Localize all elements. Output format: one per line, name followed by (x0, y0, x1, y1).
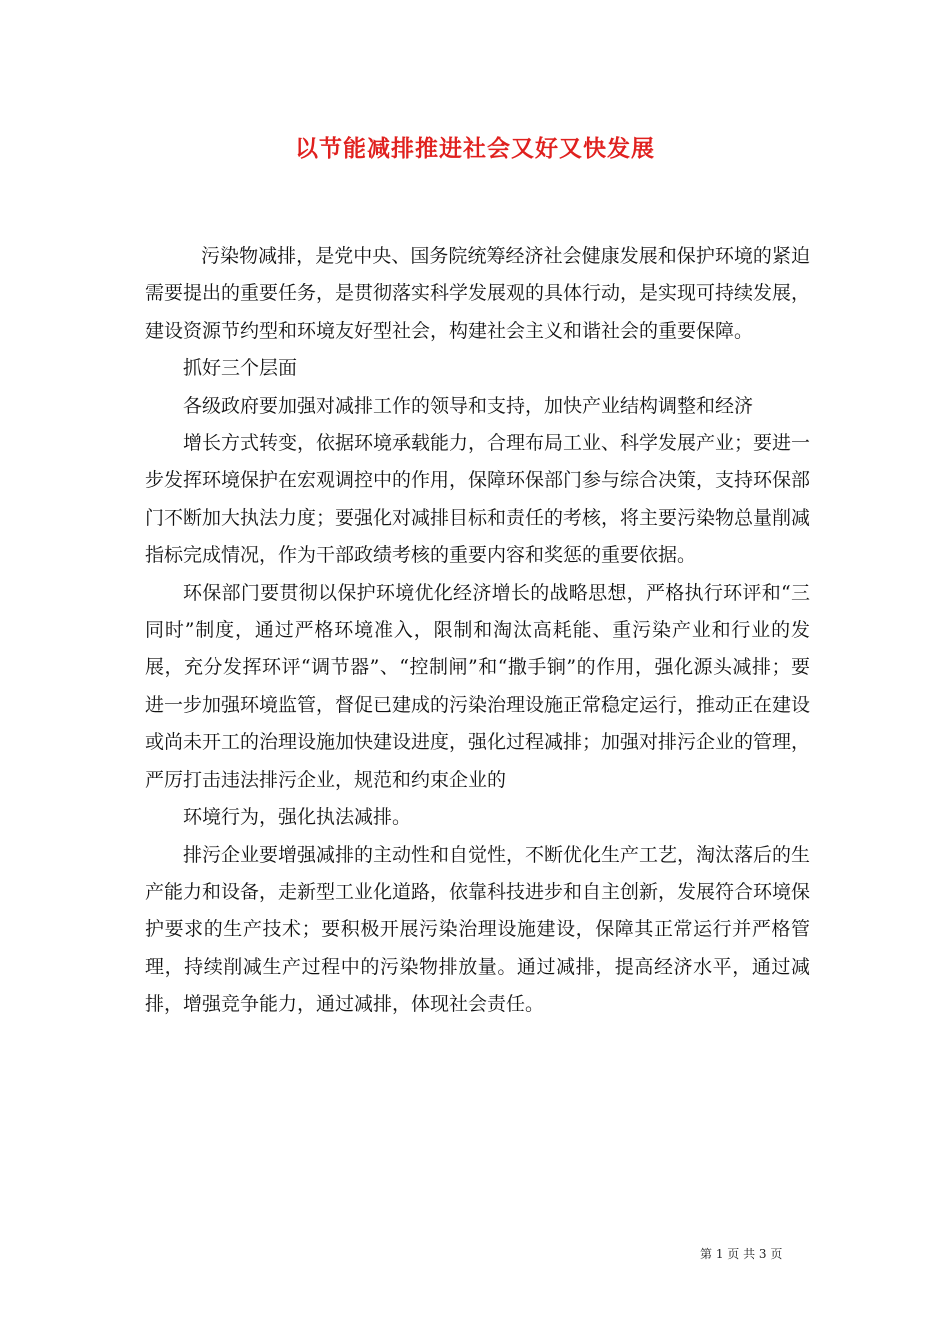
paragraph-heading: 抓好三个层面 (183, 357, 298, 380)
paragraph-environment-department: 环保部门要贯彻以保护环境优化经济增长的战略思想，严格执行环评和“三同时”制度，通过严格环境准入，限制和淘汰高耗能、重污染产业和行业的发展，充分发挥环评“调节器”、“控制闸”和“撒手锏”的作用，强化源头减排；要进一步加强环境监管，督促已建成的污染治理设施正常稳定运行，推动正在建设或尚未开工的治理设施加快建设进度，强化过程减排；加强对排污企业的管理，严厉打击违法排污企业，规范和约束企业的 (145, 581, 811, 791)
paragraph-government: 各级政府要加强对减排工作的领导和支持，加快产业结构调整和经济 (183, 394, 754, 417)
page-title: 以节能减排推进社会又好又快发展 (295, 135, 655, 162)
paragraph-growth: 增长方式转变，依据环境承载能力，合理布局工业、科学发展产业；要进一步发挥环境保护在宏观调控中的作用，保障环保部门参与综合决策，支持环保部门不断加大执法力度；要强化对减排目标和责任的考核，将主要污染物总量削减指标完成情况，作为干部政绩考核的重要内容和奖惩的重要依据。 (145, 432, 811, 567)
document-body (145, 238, 810, 1024)
paragraph-enterprises: 排污企业要增强减排的主动性和自觉性，不断优化生产工艺，淘汰落后的生产能力和设备，走新型工业化道路，依靠科技进步和自主创新，发展符合环境保护要求的生产技术；要积极开展污染治理设施建设，保障其正常运行并严格管理，持续削减生产过程中的污染物排放量。通过减排，提高经济水平，通过减排，增强竞争能力，通过减排，体现社会责任。 (145, 843, 811, 1016)
paragraph-intro: 污染物减排，是党中央、国务院统筹经济社会健康发展和保护环境的紧迫需要提出的重要任务，是贯彻落实科学发展观的具体行动，是实现可持续发展，建设资源节约型和环境友好型社会，构建社会主义和谐社会的重要保障。 (145, 245, 811, 342)
paragraph-enforcement: 环境行为，强化执法减排。 (183, 806, 412, 829)
page-number: 第 1 页 共 3 页 (700, 1247, 783, 1261)
